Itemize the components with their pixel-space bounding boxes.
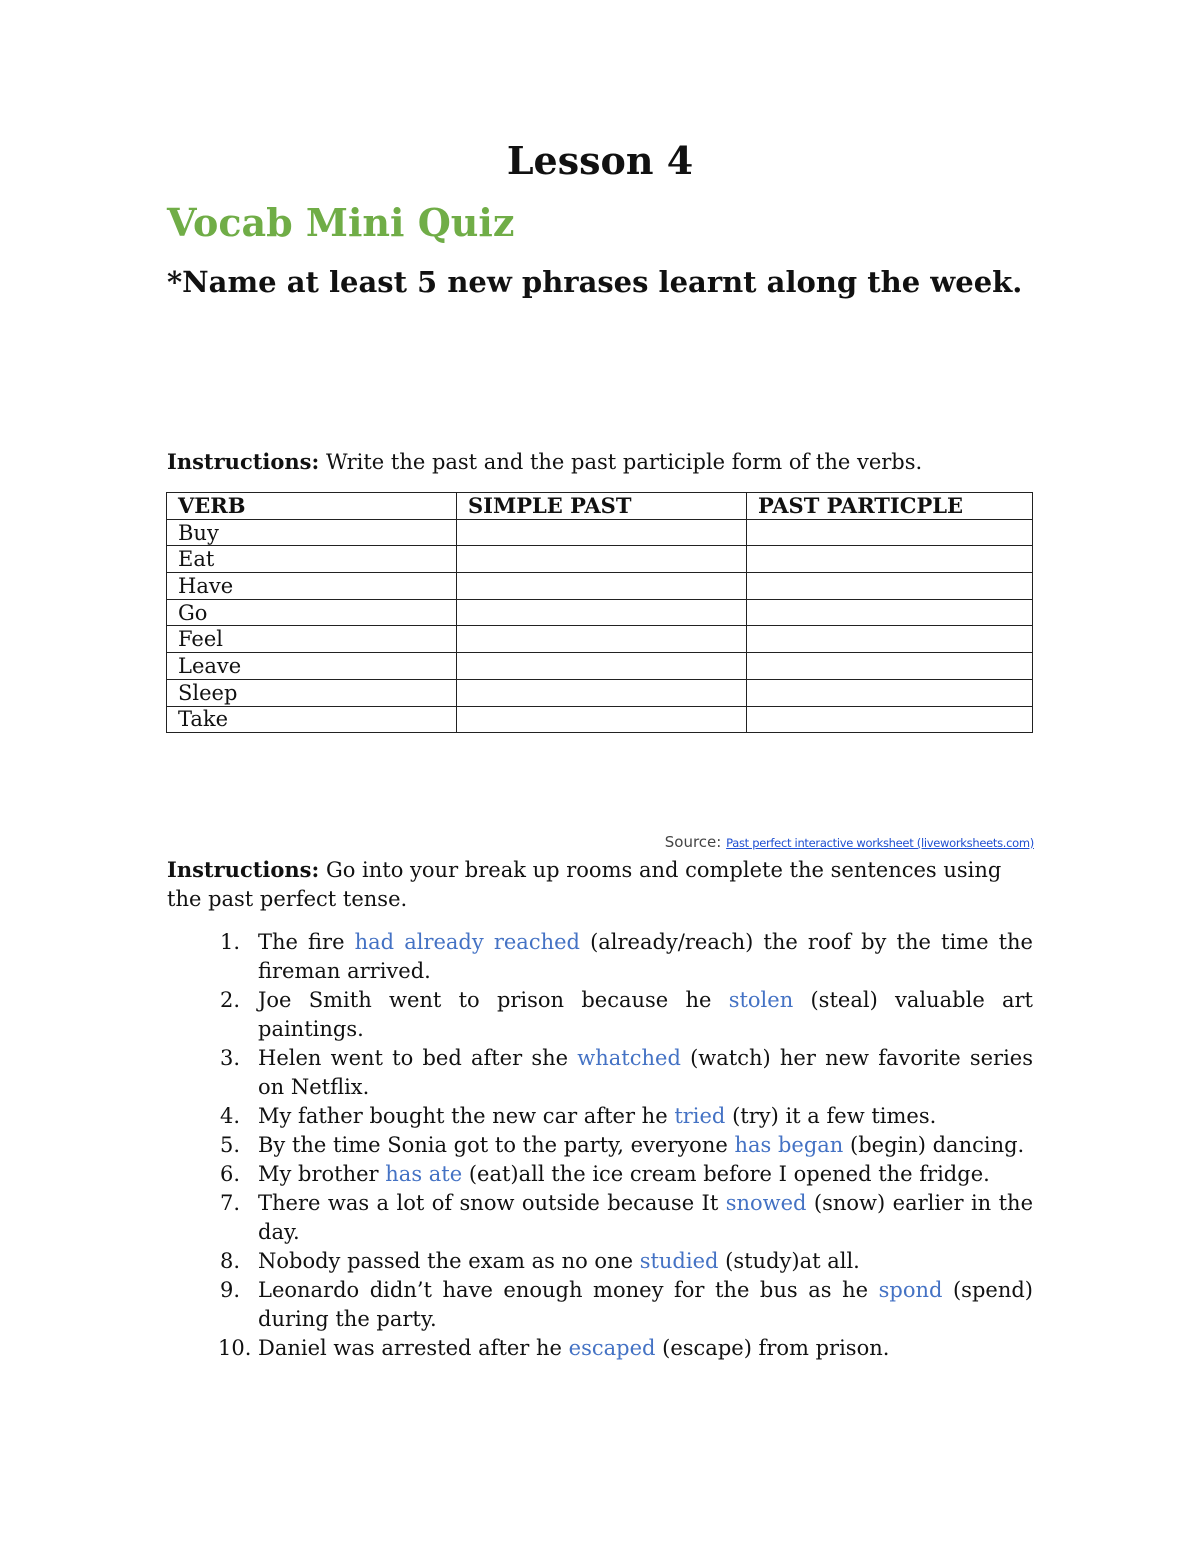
instructions-label: Instructions: xyxy=(167,449,320,474)
list-item xyxy=(220,928,1033,986)
sentence-text: (study)at all. xyxy=(718,1249,860,1273)
verb-table-instructions xyxy=(167,449,922,474)
sentence-text: Helen went to bed after she xyxy=(258,1046,578,1070)
sentence-text: The fire xyxy=(258,930,355,954)
past-participle-cell[interactable] xyxy=(747,679,1033,706)
item-number: 9. xyxy=(220,1278,241,1302)
sentence-text: (try) it a few times. xyxy=(725,1104,937,1128)
item-number: 2. xyxy=(220,988,241,1012)
table-row xyxy=(167,679,1033,706)
answer-text[interactable]: spond xyxy=(878,1278,943,1302)
sentence-text: Nobody passed the exam as no one xyxy=(258,1249,640,1273)
source-label: Source: xyxy=(664,833,722,851)
sentence-list xyxy=(218,928,1033,1363)
sentence-text: (spend) during the party. xyxy=(258,1278,1033,1331)
quiz-title: Vocab Mini Quiz xyxy=(167,200,515,245)
item-number: 3. xyxy=(220,1046,241,1070)
past-participle-cell[interactable] xyxy=(747,573,1033,600)
answer-text[interactable]: stolen xyxy=(728,988,794,1012)
quiz-prompt: *Name at least 5 new phrases learnt along the week. xyxy=(167,265,1023,299)
past-participle-cell[interactable] xyxy=(747,546,1033,573)
source-link[interactable]: Past perfect interactive worksheet (liveworksheets.com) xyxy=(726,836,1034,850)
item-number: 10. xyxy=(218,1336,252,1360)
verb-cell: Buy xyxy=(167,519,457,546)
sentence-text: (watch) her new favorite series on Netflix. xyxy=(258,1046,1033,1099)
past-participle-cell[interactable] xyxy=(747,519,1033,546)
sentences-instructions xyxy=(167,855,1033,914)
table-row xyxy=(167,706,1033,733)
list-item xyxy=(220,1276,1033,1334)
list-item xyxy=(220,1044,1033,1102)
list-item xyxy=(220,1102,1033,1131)
table-row xyxy=(167,546,1033,573)
list-item xyxy=(220,1189,1033,1247)
past-participle-cell[interactable] xyxy=(747,626,1033,653)
past-participle-cell[interactable] xyxy=(747,599,1033,626)
column-header-simple-past: SIMPLE PAST xyxy=(457,493,747,520)
table-row xyxy=(167,573,1033,600)
answer-text[interactable]: escaped xyxy=(568,1336,656,1360)
list-item xyxy=(220,986,1033,1044)
simple-past-cell[interactable] xyxy=(457,706,747,733)
sentence-text: (begin) dancing. xyxy=(843,1133,1025,1157)
verb-cell: Leave xyxy=(167,653,457,680)
past-participle-cell[interactable] xyxy=(747,653,1033,680)
column-header-past-participle: PAST PARTICPLE xyxy=(747,493,1033,520)
source-line xyxy=(665,833,1034,851)
verb-table xyxy=(166,492,1033,733)
table-header-row xyxy=(167,493,1033,520)
verb-cell: Feel xyxy=(167,626,457,653)
item-number: 8. xyxy=(220,1249,241,1273)
sentence-text: My brother xyxy=(258,1162,386,1186)
verb-cell: Take xyxy=(167,706,457,733)
list-item xyxy=(220,1131,1033,1160)
table-row xyxy=(167,599,1033,626)
instructions-text: Write the past and the past participle form of the verbs. xyxy=(319,450,923,474)
sentence-text: Joe Smith went to prison because he xyxy=(258,988,729,1012)
verb-cell: Go xyxy=(167,599,457,626)
answer-text[interactable]: has began xyxy=(734,1133,844,1157)
instructions-label: Instructions: xyxy=(167,857,320,882)
item-number: 4. xyxy=(220,1104,241,1128)
sentence-text: Leonardo didn’t have enough money for the bus as he xyxy=(258,1278,879,1302)
sentence-text: (escape) from prison. xyxy=(655,1336,890,1360)
answer-text[interactable]: has ate xyxy=(385,1162,463,1186)
simple-past-cell[interactable] xyxy=(457,546,747,573)
table-row xyxy=(167,519,1033,546)
sentence-text: (snow) earlier in the day. xyxy=(258,1191,1033,1244)
verb-cell: Have xyxy=(167,573,457,600)
item-number: 5. xyxy=(220,1133,241,1157)
answer-text[interactable]: studied xyxy=(639,1249,719,1273)
sentence-text: My father bought the new car after he xyxy=(258,1104,675,1128)
answer-text[interactable]: tried xyxy=(674,1104,726,1128)
list-item xyxy=(218,1334,1033,1363)
past-participle-cell[interactable] xyxy=(747,706,1033,733)
page-title: Lesson 4 xyxy=(506,138,694,183)
simple-past-cell[interactable] xyxy=(457,599,747,626)
list-item xyxy=(220,1160,1033,1189)
item-number: 1. xyxy=(220,930,241,954)
sentence-text: By the time Sonia got to the party, everyone xyxy=(258,1133,735,1157)
sentence-text: Daniel was arrested after he xyxy=(258,1336,569,1360)
instructions-text: Go into your break up rooms and complete the sentences using the past perfect tense. xyxy=(167,858,1002,911)
answer-text[interactable]: whatched xyxy=(577,1046,681,1070)
list-item xyxy=(220,1247,1033,1276)
item-number: 6. xyxy=(220,1162,241,1186)
sentence-text: (steal) valuable art paintings. xyxy=(258,988,1033,1041)
simple-past-cell[interactable] xyxy=(457,653,747,680)
sentence-text: There was a lot of snow outside because It xyxy=(258,1191,726,1215)
item-number: 7. xyxy=(220,1191,241,1215)
answer-text[interactable]: snowed xyxy=(725,1191,807,1215)
table-row xyxy=(167,653,1033,680)
verb-cell: Sleep xyxy=(167,679,457,706)
simple-past-cell[interactable] xyxy=(457,519,747,546)
answer-text[interactable]: had already reached xyxy=(354,930,580,954)
simple-past-cell[interactable] xyxy=(457,626,747,653)
sentence-text: (eat)all the ice cream before I opened the fridge. xyxy=(462,1162,990,1186)
simple-past-cell[interactable] xyxy=(457,573,747,600)
column-header-verb: VERB xyxy=(167,493,457,520)
table-row xyxy=(167,626,1033,653)
verb-cell: Eat xyxy=(167,546,457,573)
sentence-text: (already/reach) the roof by the time the fireman arrived. xyxy=(258,930,1033,983)
simple-past-cell[interactable] xyxy=(457,679,747,706)
